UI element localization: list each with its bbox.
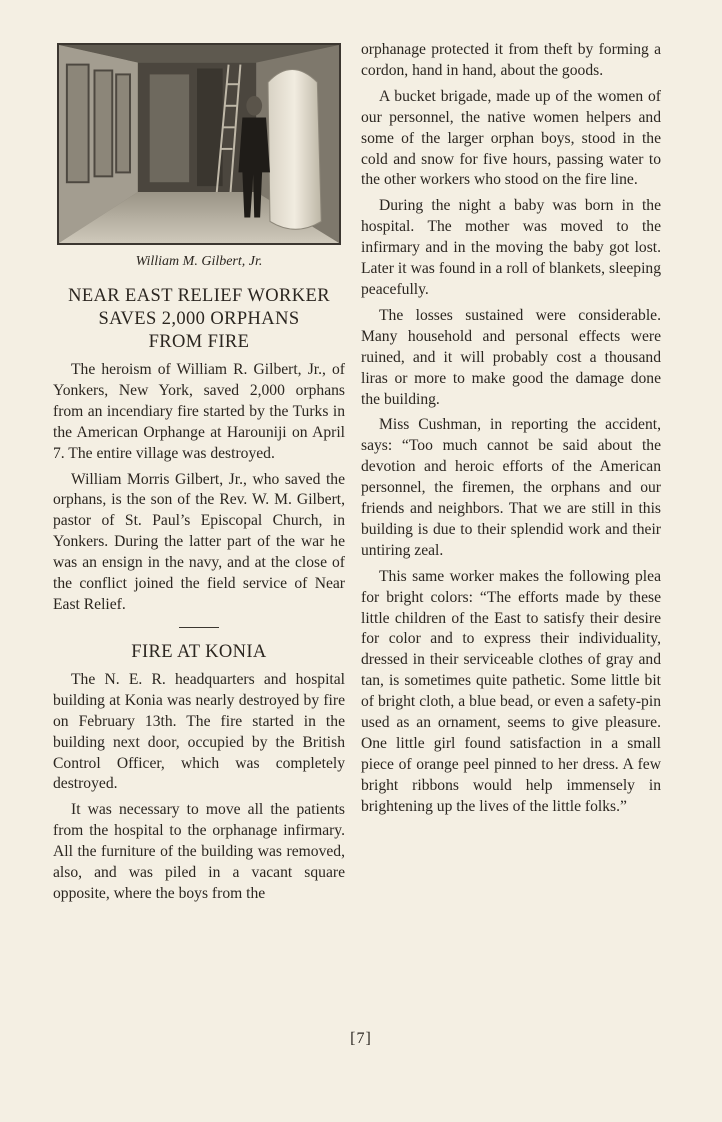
left-column [53, 40, 345, 905]
photo-caption: William M. Gilbert, Jr. [135, 254, 263, 269]
article-paragraph: It was necessary to move all the patients from the hospital to the orphanage infirmary. All the furniture of the building was removed, also, and was piled in a vacant square opposite, where the boys from the [53, 801, 345, 902]
headline-line: FROM FIRE [148, 332, 250, 352]
right-column [361, 40, 661, 818]
article-paragraph: This same worker makes the following plea for bright colors: “The efforts made by these little children of the East to satisfy their desire for color and to express their individuality, dressed in their serviceable clothes of gray and tan, is sometimes quite pathetic. Some little bit of bright cloth, a blue bead, or even a safety-pin used as an ornament, seems to give pleasure. One little girl found satisfaction in a small piece of orange peel pinned to her dress. A few bright ribbons would help immensely in brightening up the lives of the little folks.” [361, 567, 661, 815]
article-paragraph: The losses sustained were considerable. Many household and personal effects were ruined, and it will probably cost a thousand liras or more to make good the damage done the building. [361, 306, 661, 408]
article-paragraph: The heroism of William R. Gilbert, Jr., of Yonkers, New York, saved 2,000 orphans from an incendiary fire started by the Turks in the American Orphange at Harouniji on April 7. The entire village was destroyed. [53, 361, 345, 462]
portrait-photo [57, 43, 341, 245]
article-paragraph: A bucket brigade, made up of the women of our personnel, the native women helpers and some of the larger orphan boys, stood in the cold and snow for five hours, passing water to the other workers who stood on the fire line. [361, 87, 661, 189]
article-paragraph: orphanage protected it from theft by forming a cordon, hand in hand, about the goods. [361, 41, 661, 79]
section-divider [179, 627, 219, 628]
headline-line: SAVES 2,000 ORPHANS [98, 309, 300, 329]
section-headline: FIRE AT KONIA [131, 641, 267, 662]
article-paragraph: During the night a baby was born in the hospital. The mother was moved to the infirmary and in the moving the baby got lost. Later it was found in a roll of blankets, sleeping peacefully. [361, 197, 661, 298]
article-paragraph: William Morris Gilbert, Jr., who saved the orphans, is the son of the Rev. W. M. Gilbert, pastor of St. Paul’s Episcopal Church, in Yonkers. During the latter part of the war he was an ensign in the navy, and at the close of the conflict joined the field service of Near East Relief. [53, 470, 345, 613]
page-number: [7] [350, 1030, 372, 1047]
photo-illustration [59, 45, 339, 243]
article-paragraph: The N. E. R. headquarters and hospital building at Konia was nearly destroyed by fire on February 13th. The fire started in the building next door, occupied by the British Control Officer, which was completely destroyed. [53, 670, 345, 793]
article-headline [53, 285, 345, 354]
headline-line: NEAR EAST RELIEF WORKER [68, 286, 330, 306]
article-paragraph: Miss Cushman, in reporting the accident, says: “Too much cannot be said about the devotion and heroic efforts of the American personnel, the firemen, the orphans and our friends and neighbors. That we are still in this building is due to their splendid work and their untiring zeal. [361, 416, 661, 559]
